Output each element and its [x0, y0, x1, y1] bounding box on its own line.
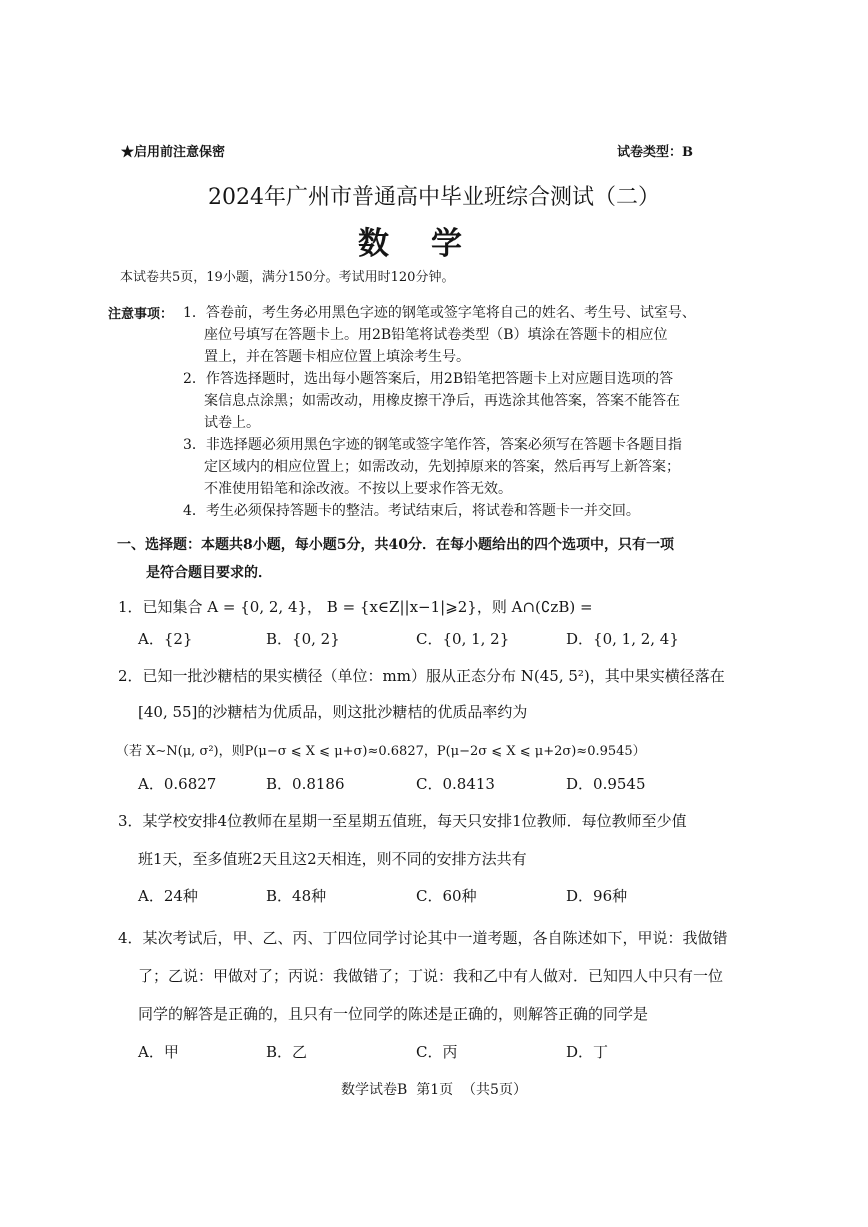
option-d: D．{0, 1, 2, 4} — [566, 630, 679, 648]
question-text: 班1天，至多值班2天且这2天相连，则不同的安排方法共有 — [138, 850, 527, 868]
option-c: C．丙 — [416, 1043, 458, 1061]
option-a: A．甲 — [138, 1043, 179, 1061]
option-b: B．乙 — [266, 1043, 308, 1061]
notes-line: 置上，并在答题卡相应位置上填涂考生号。 — [204, 349, 470, 365]
option-b: B．{0, 2} — [266, 630, 340, 648]
paper-type-label: 试卷类型：B — [617, 145, 693, 160]
confidential-label: ★启用前注意保密 — [121, 145, 226, 160]
option-c: C．{0, 1, 2} — [416, 630, 510, 648]
question-text: 3．某学校安排4位教师在星期一至星期五值班，每天只安排1位教师．每位教师至少值 — [118, 812, 687, 830]
notes-line: 1．答卷前，考生务必用黑色字迹的钢笔或签字笔将自己的姓名、考生号、试室号、 — [183, 305, 696, 321]
question-text: 2．已知一批沙糖桔的果实横径（单位：mm）服从正态分布 N(45, 5²)，其中果实横径落在 — [118, 667, 725, 685]
option-b: B．0.8186 — [266, 775, 345, 793]
question-text: 同学的解答是正确的，且只有一位同学的陈述是正确的，则解答正确的同学是 — [138, 1005, 649, 1023]
notes-label: 注意事项： — [108, 307, 174, 322]
question-hint: （若 X∼N(μ, σ²)，则P(μ−σ ⩽ X ⩽ μ+σ)≈0.6827，P(μ−2σ ⩽ X ⩽ μ+2σ)≈0.9545） — [116, 744, 646, 759]
page-title: 2024年广州市普通高中毕业班综合测试（二） — [208, 185, 660, 210]
exam-info: 本试卷共5页，19小题，满分150分。考试用时120分钟。 — [120, 270, 455, 285]
section-heading: 一、选择题：本题共8小题，每小题5分，共40分．在每小题给出的四个选项中，只有一项 — [117, 537, 674, 553]
page-footer: 数学试卷B 第1页 （共5页） — [341, 1082, 527, 1098]
option-d: D．96种 — [566, 887, 628, 905]
question-text: 4．某次考试后，甲、乙、丙、丁四位同学讨论其中一道考题，各自陈述如下，甲说：我做错 — [118, 929, 728, 947]
question-text: [40, 55]的沙糖桔为优质品，则这批沙糖桔的优质品率约为 — [138, 703, 528, 721]
option-c: C．60种 — [416, 887, 477, 905]
option-b: B．48种 — [266, 887, 327, 905]
notes-line: 试卷上。 — [204, 415, 260, 431]
notes-line: 4．考生必须保持答题卡的整洁。考试结束后，将试卷和答题卡一并交回。 — [183, 503, 640, 519]
option-a: A．{2} — [138, 630, 193, 648]
notes-line: 3．非选择题必须用黑色字迹的钢笔或签字笔作答，答案必须写在答题卡各题目指 — [183, 437, 682, 453]
question-text: 了；乙说：甲做对了；丙说：我做错了；丁说：我和乙中有人做对．已知四人中只有一位 — [138, 967, 724, 985]
notes-line: 不准使用铅笔和涂改液。不按以上要求作答无效。 — [204, 481, 512, 497]
notes-line: 案信息点涂黑；如需改动，用橡皮擦干净后，再选涂其他答案，答案不能答在 — [204, 393, 680, 409]
notes-line: 座位号填写在答题卡上。用2B铅笔将试卷类型（B）填涂在答题卡的相应位 — [204, 327, 668, 343]
subject-title: 数 学 — [358, 226, 464, 262]
option-d: D．0.9545 — [566, 775, 646, 793]
section-heading: 是符合题目要求的． — [146, 565, 272, 581]
option-d: D．丁 — [566, 1043, 609, 1061]
option-a: A．24种 — [138, 887, 198, 905]
option-c: C．0.8413 — [416, 775, 495, 793]
notes-line: 2．作答选择题时，选出每小题答案后，用2B铅笔把答题卡上对应题目选项的答 — [183, 371, 674, 387]
notes-line: 定区域内的相应位置上；如需改动，先划掉原来的答案，然后再写上新答案； — [204, 459, 680, 475]
question-text: 1．已知集合 A = {0, 2, 4}， B = {x∈Z||x−1|⩾2}，则 A∩(∁zB) = — [118, 598, 593, 616]
option-a: A．0.6827 — [138, 775, 217, 793]
